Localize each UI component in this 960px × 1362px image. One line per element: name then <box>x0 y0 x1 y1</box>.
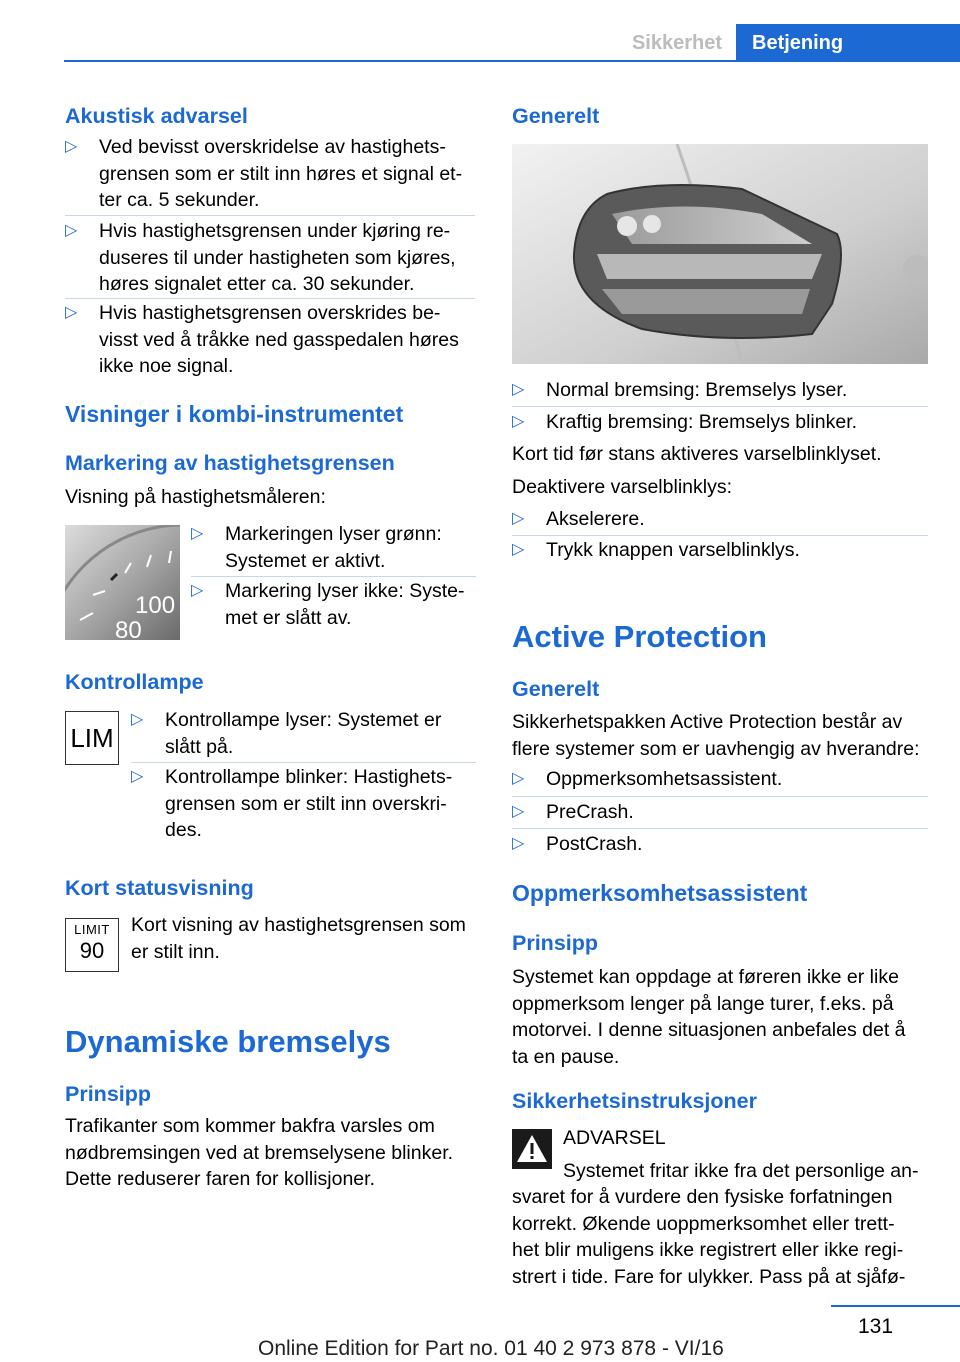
text-line: er stilt inn. <box>131 940 220 963</box>
list-line: Ved bevisst overskridelse av hastighets- <box>99 136 446 158</box>
list-line: Systemet er aktivt. <box>225 549 386 572</box>
speedo-80-label: 80 <box>115 617 142 640</box>
list-line: Hvis hastighetsgrensen under kjøring re- <box>99 220 451 242</box>
divider <box>512 535 928 536</box>
hazard-text: Kort tid før stans aktiveres varselblinklyset. <box>512 443 882 465</box>
display-section-title: Visninger i kombi-instrumentet <box>65 401 404 427</box>
marking-intro: Visning på hastighetsmåleren: <box>65 486 326 508</box>
bullet-triangle-icon: ▷ <box>512 803 525 820</box>
speedometer-image <box>65 525 180 640</box>
limit-90-icon <box>65 918 119 972</box>
list-line: Hvis hastighetsgrensen overskrides be- <box>99 302 441 324</box>
list-line: PreCrash. <box>546 801 634 823</box>
lim-indicator-icon: LIM <box>65 711 119 765</box>
page-number: 131 <box>858 1315 894 1338</box>
warning-text <box>512 1184 932 1290</box>
attention-principle-title: Prinsipp <box>512 931 599 955</box>
list-line: Normal bremsing: Bremselys lyser. <box>546 379 848 401</box>
text-line: ta en pause. <box>512 1045 620 1068</box>
list-line: met er slått av. <box>225 606 352 629</box>
divider <box>131 762 476 763</box>
bullet-triangle-icon: ▷ <box>512 835 525 852</box>
principle-text <box>65 1113 485 1193</box>
list-line: Trykk knappen varselblinklys. <box>546 539 800 561</box>
divider <box>512 828 928 829</box>
marking-title: Markering av hastighetsgrensen <box>65 451 395 475</box>
text-line: korrekt. Økende uoppmerksomhet eller trett- <box>512 1212 895 1235</box>
text-line: oppmerksom lenger på lange turer, f.eks. på <box>512 992 894 1015</box>
ap-general-title: Generelt <box>512 677 600 701</box>
text-line: nødbremsingen ved at bremselysene blinker. <box>65 1141 454 1164</box>
list-line: Kraftig bremsing: Bremselys blinker. <box>546 411 858 433</box>
list-line: Oppmerksomhetsassistent. <box>546 768 783 790</box>
bullet-triangle-icon: ▷ <box>512 413 525 430</box>
list-line: Kontrollampe lyser: Systemet er <box>165 709 442 731</box>
bullet-triangle-icon: ▷ <box>191 582 204 599</box>
divider <box>65 215 475 216</box>
bullet-triangle-icon: ▷ <box>512 541 525 558</box>
list-line: duseres til under hastigheten som kjøres, <box>99 246 456 269</box>
dynamic-brake-lights-title: Dynamiske bremselys <box>65 1024 391 1059</box>
bullet-triangle-icon: ▷ <box>65 304 78 321</box>
text-line: Kort visning av hastighetsgrensen som <box>131 914 466 936</box>
bullet-triangle-icon: ▷ <box>65 222 78 239</box>
text-line: svaret for å vurdere den fysiske forfatningen <box>512 1186 893 1208</box>
footer-rule <box>831 1305 960 1307</box>
text-line: Trafikanter som kommer bakfra varsles om <box>65 1115 435 1137</box>
tab-safety: Sikkerhet <box>631 31 722 54</box>
list-line: Markeringen lyser grønn: <box>225 523 442 545</box>
text-line: motorvei. I denne situasjonen anbefales det å <box>512 1019 906 1041</box>
divider <box>512 406 928 407</box>
list-line: Kontrollampe blinker: Hastighets- <box>165 766 453 788</box>
text-line: Sikkerhetspakken Active Protection består av <box>512 711 903 733</box>
acoustic-warning-title: Akustisk advarsel <box>65 104 248 128</box>
short-status-title: Kort statusvisning <box>65 876 254 900</box>
limit-icon-label: LIMIT <box>74 922 110 937</box>
list-line: visst ved å tråkke ned gasspedalen høres <box>99 328 459 351</box>
bullet-triangle-icon: ▷ <box>131 711 144 728</box>
warning-label: ADVARSEL <box>563 1127 666 1149</box>
attention-assistant-title: Oppmerksomhetsassistent <box>512 880 808 906</box>
bullet-triangle-icon: ▷ <box>191 525 204 542</box>
divider <box>191 576 476 577</box>
general-title: Generelt <box>512 104 600 128</box>
ap-intro-text <box>512 709 932 762</box>
list-line: ter ca. 5 sekunder. <box>99 189 260 211</box>
tail-light-image <box>512 144 928 364</box>
tab-operation: Betjening <box>736 24 960 62</box>
divider <box>65 298 475 299</box>
bullet-triangle-icon: ▷ <box>512 510 525 527</box>
divider <box>512 796 928 797</box>
short-status-text <box>131 912 476 965</box>
list-line: høres signalet etter ca. 30 sekunder. <box>99 273 415 295</box>
principle-title: Prinsipp <box>65 1082 152 1106</box>
list-line: des. <box>165 819 202 841</box>
text-line: Systemet kan oppdage at føreren ikke er like <box>512 966 899 988</box>
text-line: het blir muligens ikke registrert eller ikke regi- <box>512 1239 904 1261</box>
list-line: ikke noe signal. <box>99 355 234 377</box>
list-line: slått på. <box>165 735 234 758</box>
bullet-triangle-icon: ▷ <box>512 381 525 398</box>
speedo-100-label: 100 <box>135 592 176 619</box>
bullet-triangle-icon: ▷ <box>65 138 78 155</box>
list-line: Markering lyser ikke: Syste- <box>225 580 465 602</box>
text-line: flere systemer som er uavhengig av hverandre: <box>512 737 920 760</box>
limit-icon-value: 90 <box>79 938 105 963</box>
edition-text: Online Edition for Part no. 01 40 2 973 878 - VI/16 <box>258 1337 724 1360</box>
list-line: grensen som er stilt inn overskri- <box>165 792 447 815</box>
safety-instructions-title: Sikkerhetsinstruksjoner <box>512 1089 757 1113</box>
deactivate-text: Deaktivere varselblinklys: <box>512 476 732 498</box>
bullet-triangle-icon: ▷ <box>512 770 525 787</box>
warning-triangle-icon <box>512 1129 552 1169</box>
text-line: Dette reduserer faren for kollisjoner. <box>65 1168 375 1190</box>
active-protection-title: Active Protection <box>512 619 767 654</box>
bullet-triangle-icon: ▷ <box>131 768 144 785</box>
attention-text <box>512 964 932 1070</box>
text-line: strert i tide. Fare for ulykker. Pass på at sjåfø- <box>512 1265 906 1288</box>
control-lamp-title: Kontrollampe <box>65 670 204 694</box>
list-line: grensen som er stilt inn høres et signal et- <box>99 162 463 185</box>
list-line: Akselerere. <box>546 508 645 530</box>
header-rule <box>64 60 960 62</box>
warning-first-line: Systemet fritar ikke fra det personlige an- <box>563 1160 919 1182</box>
list-line: PostCrash. <box>546 833 643 855</box>
